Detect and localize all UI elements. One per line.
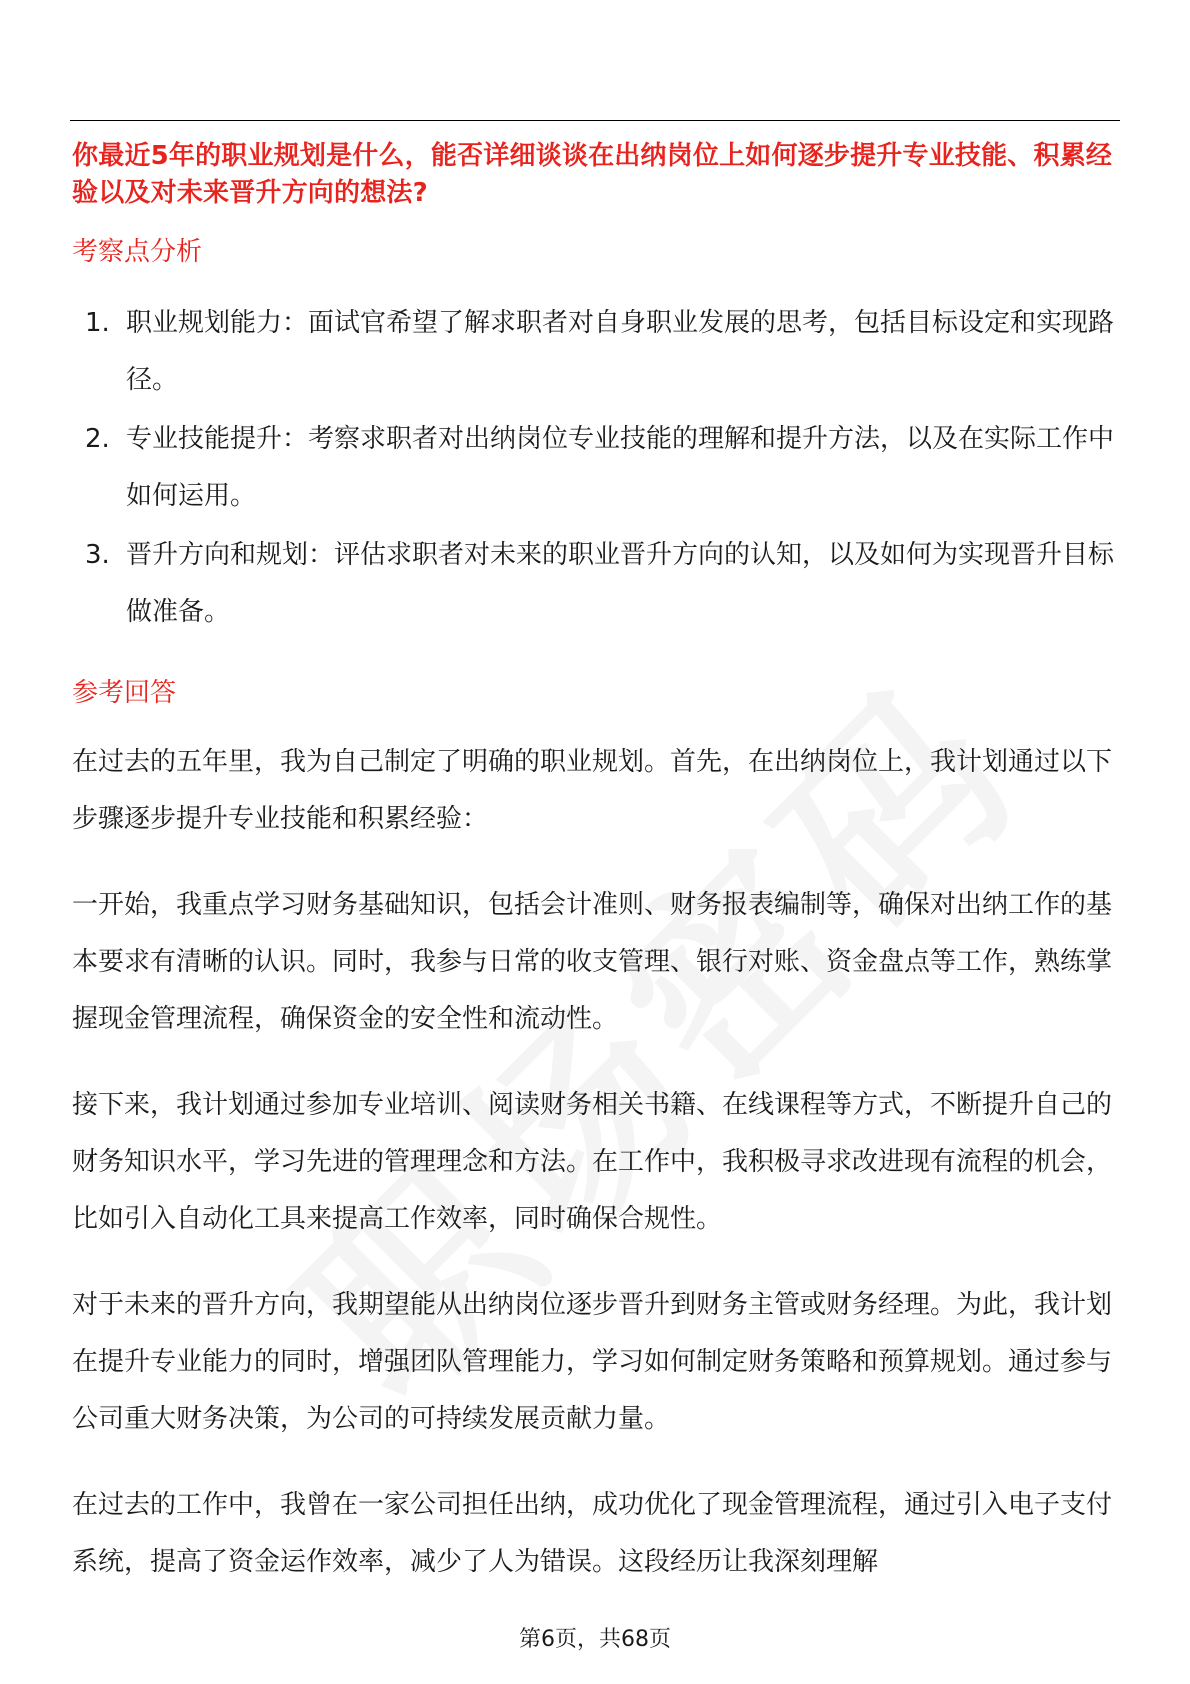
answer-paragraph: 在过去的五年里，我为自己制定了明确的职业规划。首先，在出纳岗位上，我计划通过以下步骤逐步提升专业技能和积累经验： xyxy=(72,747,1113,834)
list-item-number: 2. xyxy=(85,424,110,454)
answer-paragraph: 在过去的工作中，我曾在一家公司担任出纳，成功优化了现金管理流程，通过引入电子支付系统，提高了资金运作效率，减少了人为错误。这段经历让我深刻理解 xyxy=(72,1490,1113,1577)
analysis-heading: 考察点分析 xyxy=(72,237,203,267)
answer-heading: 参考回答 xyxy=(72,678,177,708)
question-title: 你最近5年的职业规划是什么，能否详细谈谈在出纳岗位上如何逐步提升专业技能、积累经验以及对未来晋升方向的想法? xyxy=(72,141,1113,208)
answer-paragraph: 一开始，我重点学习财务基础知识，包括会计准则、财务报表编制等，确保对出纳工作的基本要求有清晰的认识。同时，我参与日常的收支管理、银行对账、资金盘点等工作，熟练掌握现金管理流程，确保资金的安全性和流动性。 xyxy=(72,890,1113,1034)
list-item xyxy=(72,527,1122,641)
analysis-points-list xyxy=(72,295,1122,641)
list-item-text: 职业规划能力：面试官希望了解求职者对自身职业发展的思考，包括目标设定和实现路径。 xyxy=(126,308,1115,395)
page-footer: 第6页，共68页 xyxy=(519,1627,671,1652)
answer-paragraph: 接下来，我计划通过参加专业培训、阅读财务相关书籍、在线课程等方式，不断提升自己的财务知识水平，学习先进的管理理念和方法。在工作中，我积极寻求改进现有流程的机会，比如引入自动化工具来提高工作效率，同时确保合规性。 xyxy=(72,1090,1113,1234)
list-item-number: 1. xyxy=(85,308,110,338)
list-item-text: 晋升方向和规划：评估求职者对未来的职业晋升方向的认知，以及如何为实现晋升目标做准备。 xyxy=(126,540,1115,627)
list-item-text: 专业技能提升：考察求职者对出纳岗位专业技能的理解和提升方法，以及在实际工作中如何运用。 xyxy=(126,424,1115,511)
header-rule xyxy=(70,120,1120,121)
list-item xyxy=(72,411,1122,525)
answer-paragraph: 对于未来的晋升方向，我期望能从出纳岗位逐步晋升到财务主管或财务经理。为此，我计划在提升专业能力的同时，增强团队管理能力，学习如何制定财务策略和预算规划。通过参与公司重大财务决策，为公司的可持续发展贡献力量。 xyxy=(72,1290,1113,1434)
list-item-number: 3. xyxy=(85,540,110,570)
document-content xyxy=(72,138,1122,1591)
list-item xyxy=(72,295,1122,409)
